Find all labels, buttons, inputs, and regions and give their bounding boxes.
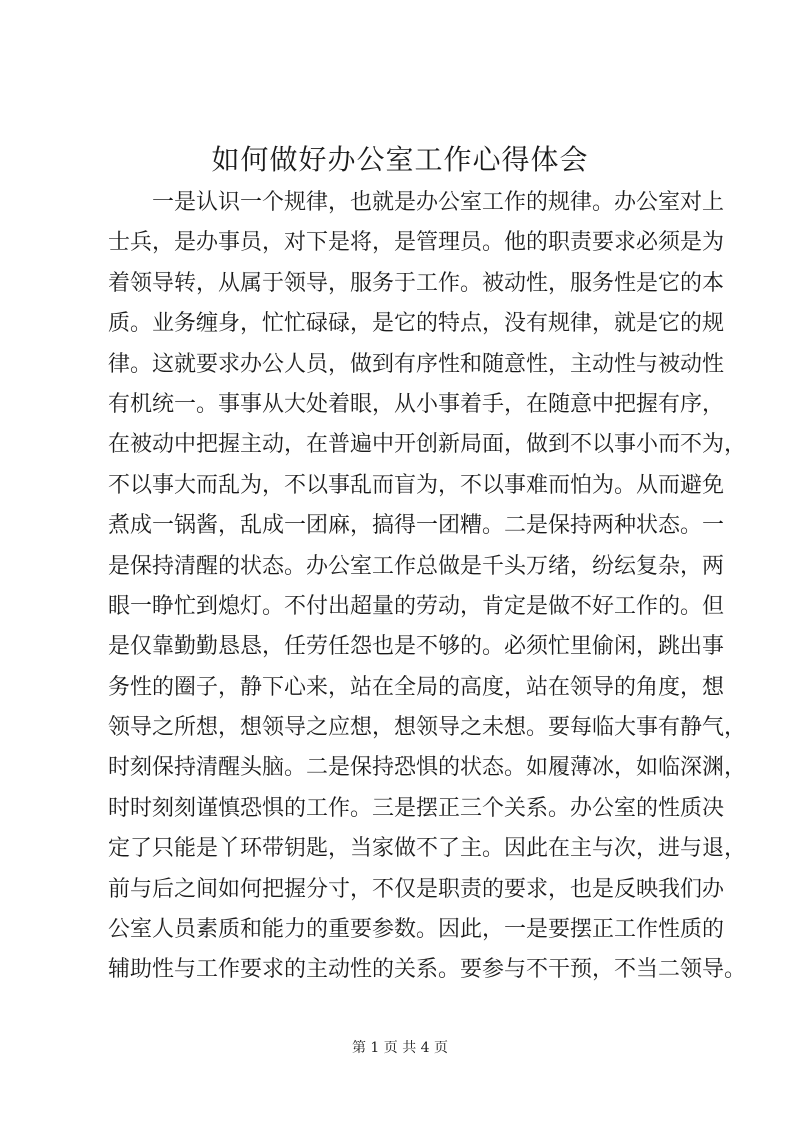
body-line: 煮成一锅酱，乱成一团麻，搞得一团糟。二是保持两种状态。一 xyxy=(108,513,725,539)
body-line: 一是认识一个规律，也就是办公室工作的规律。办公室对上 xyxy=(152,190,725,215)
body-line: 着领导转，从属于领导，服务于工作。被动性，服务性是它的本 xyxy=(108,270,725,296)
body-text xyxy=(108,183,747,991)
body-line: 定了只能是丫环带钥匙，当家做不了主。因此在主与次，进与退， xyxy=(108,836,747,862)
body-line: 在被动中把握主动，在普遍中开创新局面，做到不以事小而不为， xyxy=(108,432,747,458)
body-line: 有机统一。事事从大处着眼，从小事着手，在随意中把握有序， xyxy=(108,391,725,417)
body-line: 质。业务缠身，忙忙碌碌，是它的特点，没有规律，就是它的规 xyxy=(108,311,725,337)
body-line: 律。这就要求办公人员，做到有序性和随意性，主动性与被动性 xyxy=(108,351,725,377)
body-line: 公室人员素质和能力的重要参数。因此，一是要摆正工作性质的 xyxy=(108,917,725,943)
document-title: 如何做好办公室工作心得体会 xyxy=(211,143,589,176)
body-line: 辅助性与工作要求的主动性的关系。要参与不干预，不当二领导。 xyxy=(108,957,747,983)
body-line: 时刻保持清醒头脑。二是保持恐惧的状态。如履薄冰，如临深渊， xyxy=(108,755,747,781)
body-line: 不以事大而乱为，不以事乱而盲为，不以事难而怕为。从而避免 xyxy=(108,472,725,498)
body-line: 时时刻刻谨慎恐惧的工作。三是摆正三个关系。办公室的性质决 xyxy=(108,795,725,821)
body-line: 领导之所想，想领导之应想，想领导之未想。要每临大事有静气， xyxy=(108,715,747,741)
body-line: 眼一睁忙到熄灯。不付出超量的劳动，肯定是做不好工作的。但 xyxy=(108,593,725,619)
body-line: 是仅靠勤勤恳恳，任劳任怨也是不够的。必须忙里偷闲，跳出事 xyxy=(108,634,725,660)
body-line: 士兵，是办事员，对下是将，是管理员。他的职责要求必须是为 xyxy=(108,230,725,256)
body-line: 前与后之间如何把握分寸，不仅是职责的要求，也是反映我们办 xyxy=(108,876,725,902)
body-line: 务性的圈子，静下心来，站在全局的高度，站在领导的角度，想 xyxy=(108,674,725,700)
body-line: 是保持清醒的状态。办公室工作总做是千头万绪，纷纭复杂，两 xyxy=(108,553,725,579)
page-footer: 第 1 页 共 4 页 xyxy=(351,1040,449,1056)
